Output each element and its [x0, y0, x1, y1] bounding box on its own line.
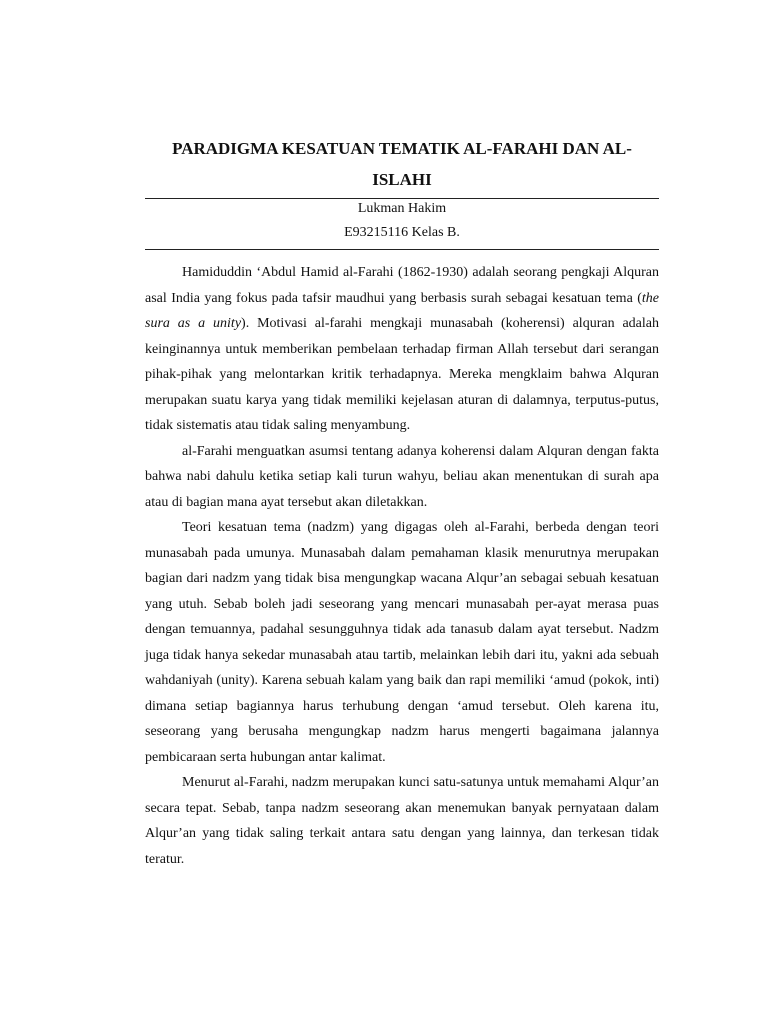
paragraph-3: Teori kesatuan tema (nadzm) yang digagas oleh al-Farahi, berbeda dengan teori munasabah pada umunya. Munasabah dalam pemahaman klasik menurutnya merupakan bagian dari nadzm yang tidak bisa mengungkap wacana Alqur’an sebagai sebuah kesatuan yang utuh. Sebab boleh jadi seseorang yang mencari munasabah per-ayat merasa puas dengan temuannya, padahal sesungguhnya tidak ada tanasub dalam ayat tersebut. Nadzm juga tidak hanya sekedar munasabah atau tartib, melainkan lebih dari itu, yakni ada sebuah wahdaniyah (unity). Karena sebuah kalam yang baik dan rapi memiliki ‘amud (pokok, inti) dimana setiap bagiannya harus terhubung dengan ‘amud tersebut. Oleh karena itu, seseorang yang berusaha mengungkap nadzm harus mengerti bagaimana jalannya pembicaraan serta hubungan antar kalimat.	[145, 520, 659, 765]
paragraph-2: al-Farahi menguatkan asumsi tentang adanya koherensi dalam Alquran dengan fakta bahwa nabi dahulu ketika setiap kali turun wahyu, beliau akan menentukan di surah apa atau di bagian mana ayat tersebut akan diletakkan.	[145, 443, 659, 510]
document-page	[145, 0, 659, 1024]
student-id-class: E93215116 Kelas B.	[344, 225, 460, 240]
paragraph-1-text-before: Hamiduddin ‘Abdul Hamid al-Farahi (1862-1930) adalah seorang pengkaji Alquran asal India yang fokus pada tafsir maudhui yang berbasis surah sebagai kesatuan tema (	[145, 265, 659, 306]
paragraph-1-text-after: ). Motivasi al-farahi mengkaji munasabah (koherensi) alquran adalah keinginannya untuk memberikan pembelaan terhadap firman Allah tersebut dari serangan pihak-pihak yang melontarkan kritik terhadapnya. Mereka mengklaim bahwa Alquran merupakan suatu karya yang tidak memiliki kejelasan aturan di dalamnya, terputus-putus, tidak sistematis atau tidak saling menyambung.	[145, 316, 659, 433]
header-bottom-rule	[145, 249, 659, 250]
document-body	[145, 260, 659, 872]
paragraph-4: Menurut al-Farahi, nadzm merupakan kunci satu-satunya untuk memahami Alqur’an secara tepat. Sebab, tanpa nadzm seseorang akan menemukan banyak pernyataan dalam Alqur’an yang tidak saling terkait antara satu dengan yang lainnya, dan terkesan tidak teratur.	[145, 775, 659, 867]
document-title: PARADIGMA KESATUAN TEMATIK AL-FARAHI DAN AL-ISLAHI	[172, 139, 632, 189]
paragraph-1-italic-phrase: the sura as a unity	[145, 290, 659, 331]
header-top-rule	[145, 198, 659, 199]
paragraph-1	[145, 260, 659, 439]
author-name: Lukman Hakim	[357, 201, 447, 216]
